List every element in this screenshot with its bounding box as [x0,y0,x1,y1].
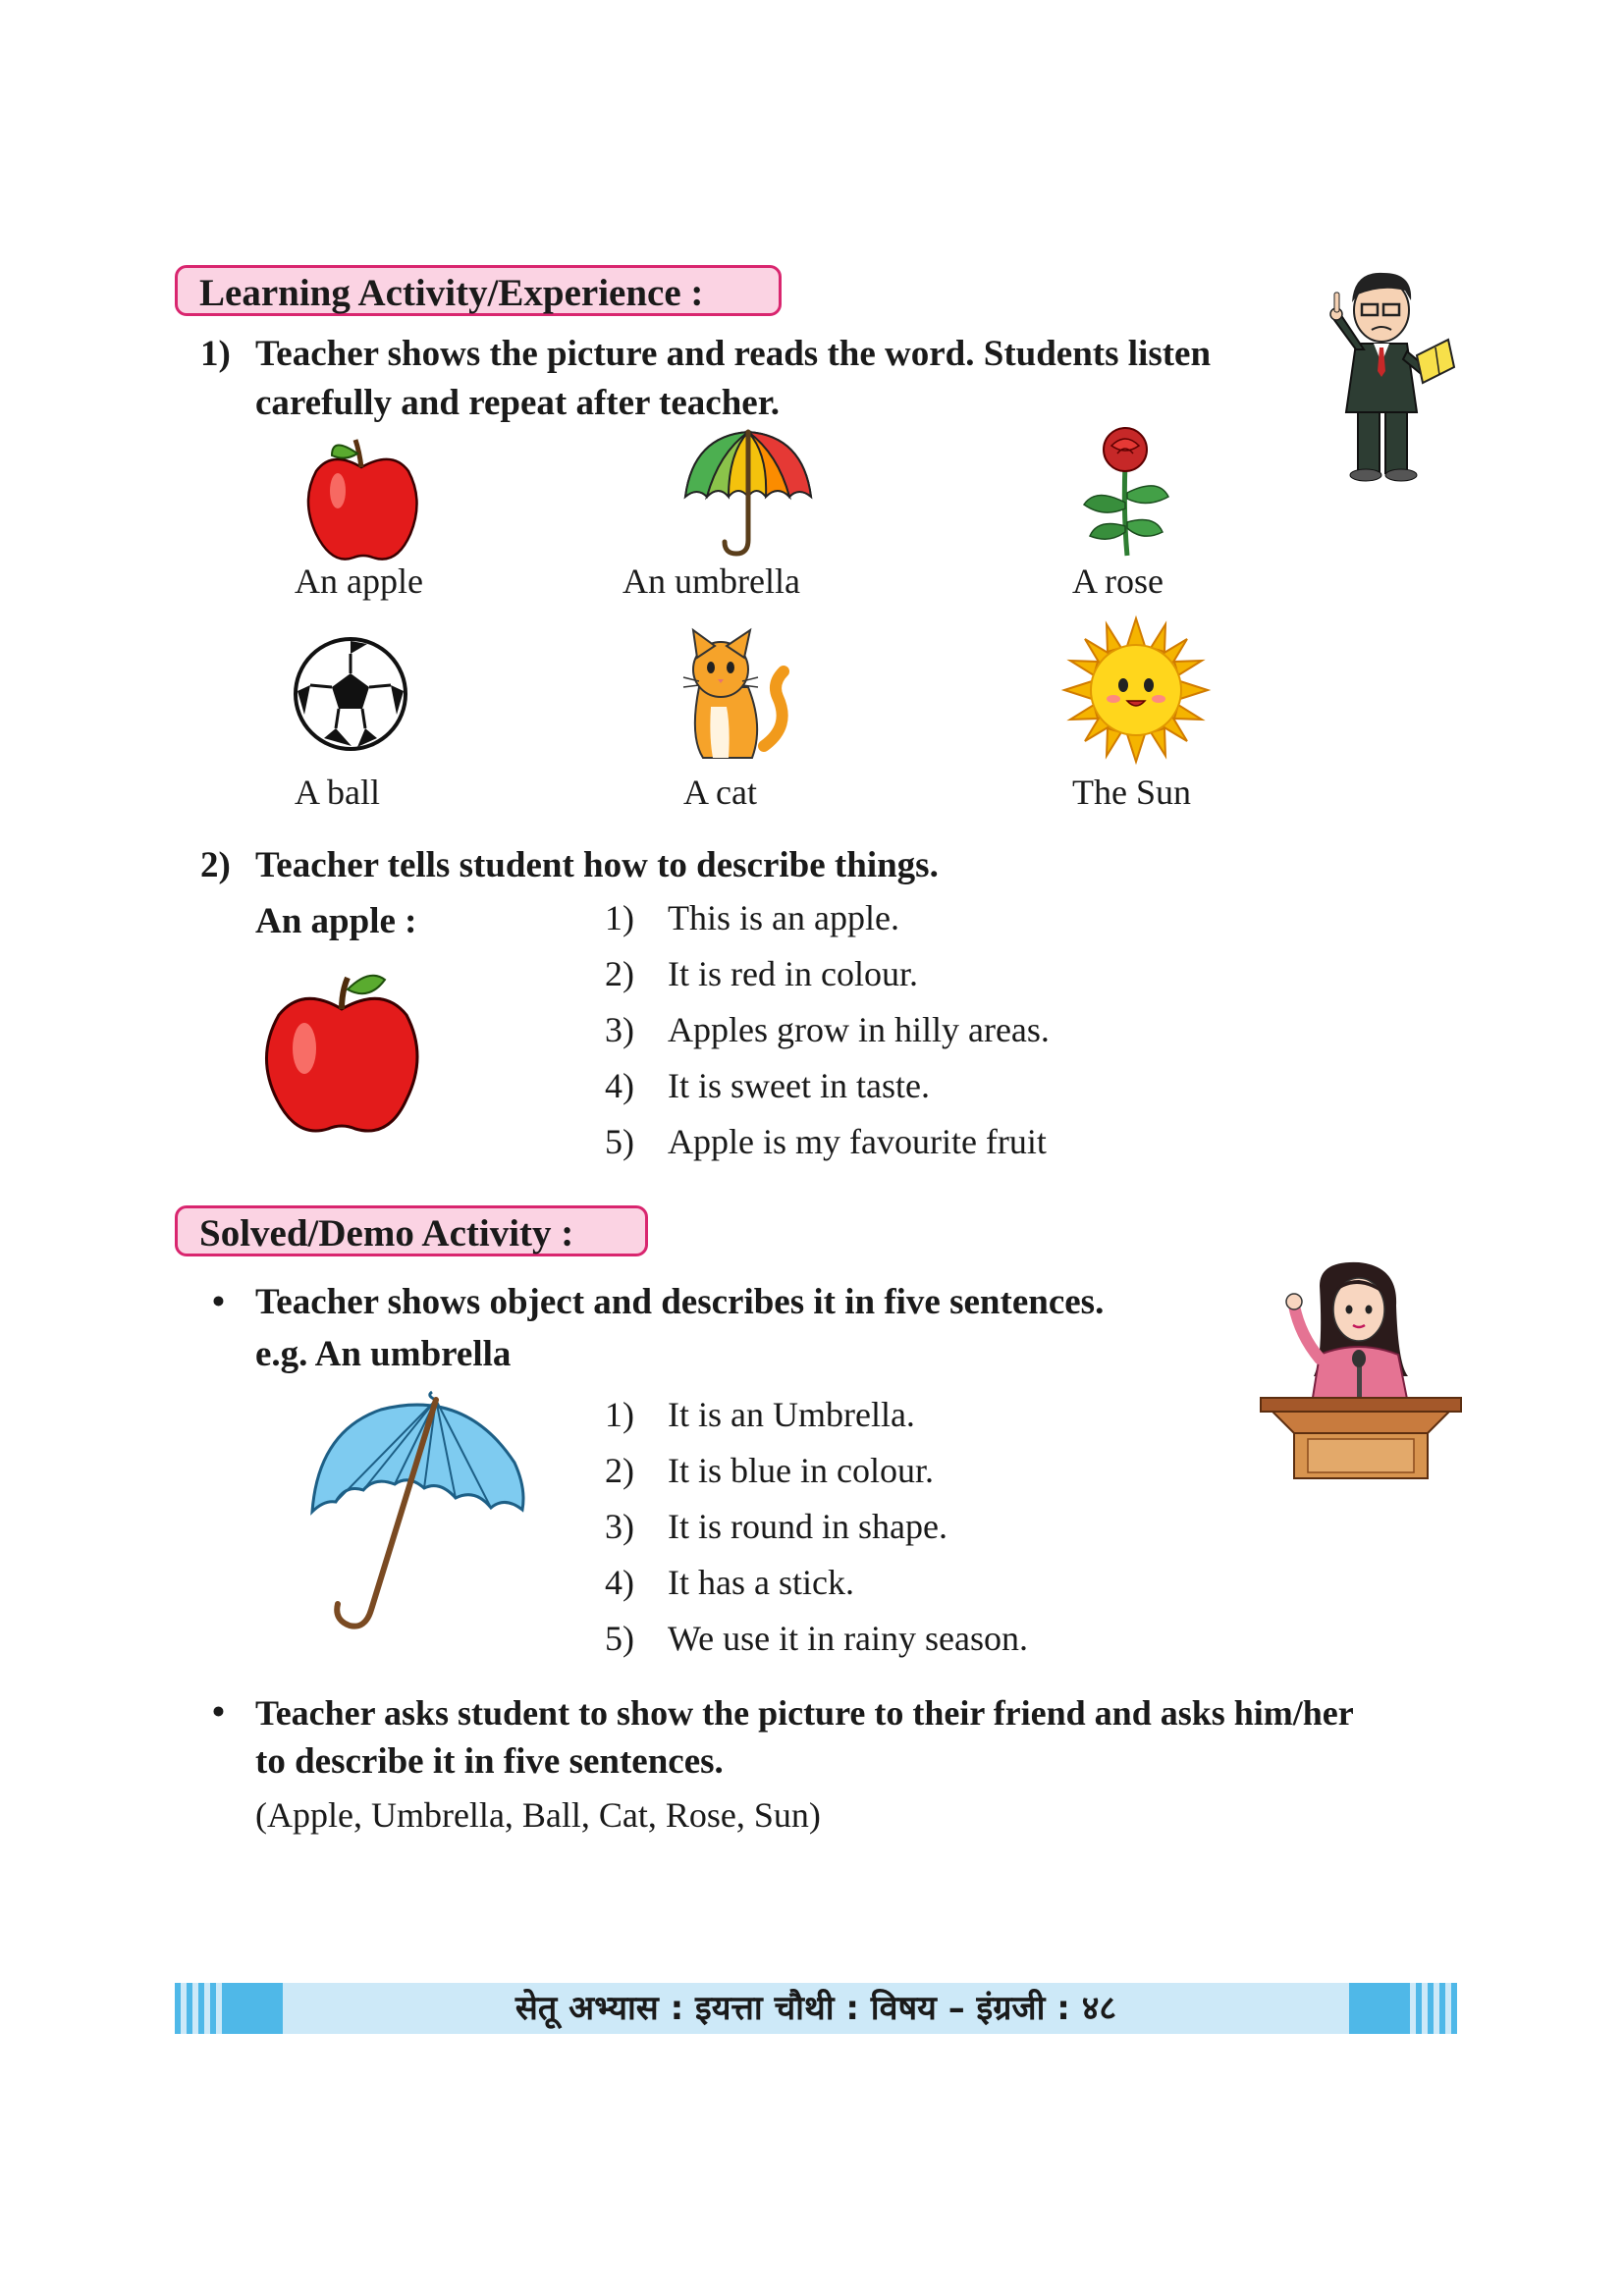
word-label: A rose [1072,561,1164,601]
teacher-illustration [1311,265,1468,481]
step2-instruction: Teacher tells student how to describe things. [255,845,939,885]
demo-instruction-line1: Teacher shows object and describes it in five sentences. [255,1282,1105,1322]
umbrella-icon [308,1394,526,1635]
word-label: A ball [295,773,380,812]
word-label: The Sun [1072,773,1191,812]
rose-icon [1070,424,1178,561]
sentence-text: It is an Umbrella. [668,1395,915,1434]
sentence-number: 5) [605,1619,634,1658]
sentence-text: It has a stick. [668,1563,854,1602]
sentence-text: It is sweet in taste. [668,1066,930,1105]
sentence-text: It is red in colour. [668,954,918,993]
sentence-number: 3) [605,1010,634,1049]
sentence-number: 1) [605,898,634,937]
sentence-text: It is round in shape. [668,1507,947,1546]
object-label: An apple : [255,901,417,941]
apple-icon [259,966,426,1143]
sentence-number: 2) [605,1451,634,1490]
sentence-text: It is blue in colour. [668,1451,934,1490]
sentence-text: We use it in rainy season. [668,1619,1029,1658]
sun-icon [1062,616,1210,764]
cat-icon [670,628,787,766]
word-label: An umbrella [623,561,800,601]
sentence-number: 5) [605,1122,634,1161]
step1-instruction-line1: Teacher shows the picture and reads the word. Students listen [255,334,1212,374]
step1-instruction-line2: carefully and repeat after teacher. [255,383,780,423]
sentence-number: 4) [605,1563,634,1602]
speaker-at-podium-illustration [1261,1266,1461,1480]
object-list: (Apple, Umbrella, Ball, Cat, Rose, Sun) [255,1795,821,1835]
step-number: 2) [200,845,231,885]
sentence-number: 1) [605,1395,634,1434]
demo-instruction-line2: to describe it in five sentences. [255,1741,724,1782]
word-label: A cat [683,773,757,812]
sentence-number: 4) [605,1066,634,1105]
umbrella-icon [679,424,817,561]
sentence-text: This is an apple. [668,898,899,937]
footer-stripes-left [175,1983,283,2034]
sentence-text: Apples grow in hilly areas. [668,1010,1050,1049]
sentence-number: 2) [605,954,634,993]
demo-instruction-line1: Teacher asks student to show the picture to their friend and asks him/her [255,1693,1354,1733]
demo-activity-heading: Solved/Demo Activity : [175,1205,648,1256]
learning-activity-heading: Learning Activity/Experience : [175,265,782,316]
sentence-number: 3) [605,1507,634,1546]
bullet-icon: • [212,1282,225,1322]
sentence-text: Apple is my favourite fruit [668,1122,1047,1161]
step-number: 1) [200,334,231,374]
word-label: An apple [295,561,423,601]
apple-icon [302,432,424,569]
ball-icon [293,636,408,752]
footer-band [175,1983,1457,2034]
demo-instruction-line2: e.g. An umbrella [255,1334,512,1374]
footer-stripes-right [1349,1983,1457,2034]
footer-text: सेतू अभ्यास : इयत्ता चौथी : विषय – इंग्रजी : ४८ [514,1989,1117,2028]
bullet-icon: • [212,1692,225,1733]
